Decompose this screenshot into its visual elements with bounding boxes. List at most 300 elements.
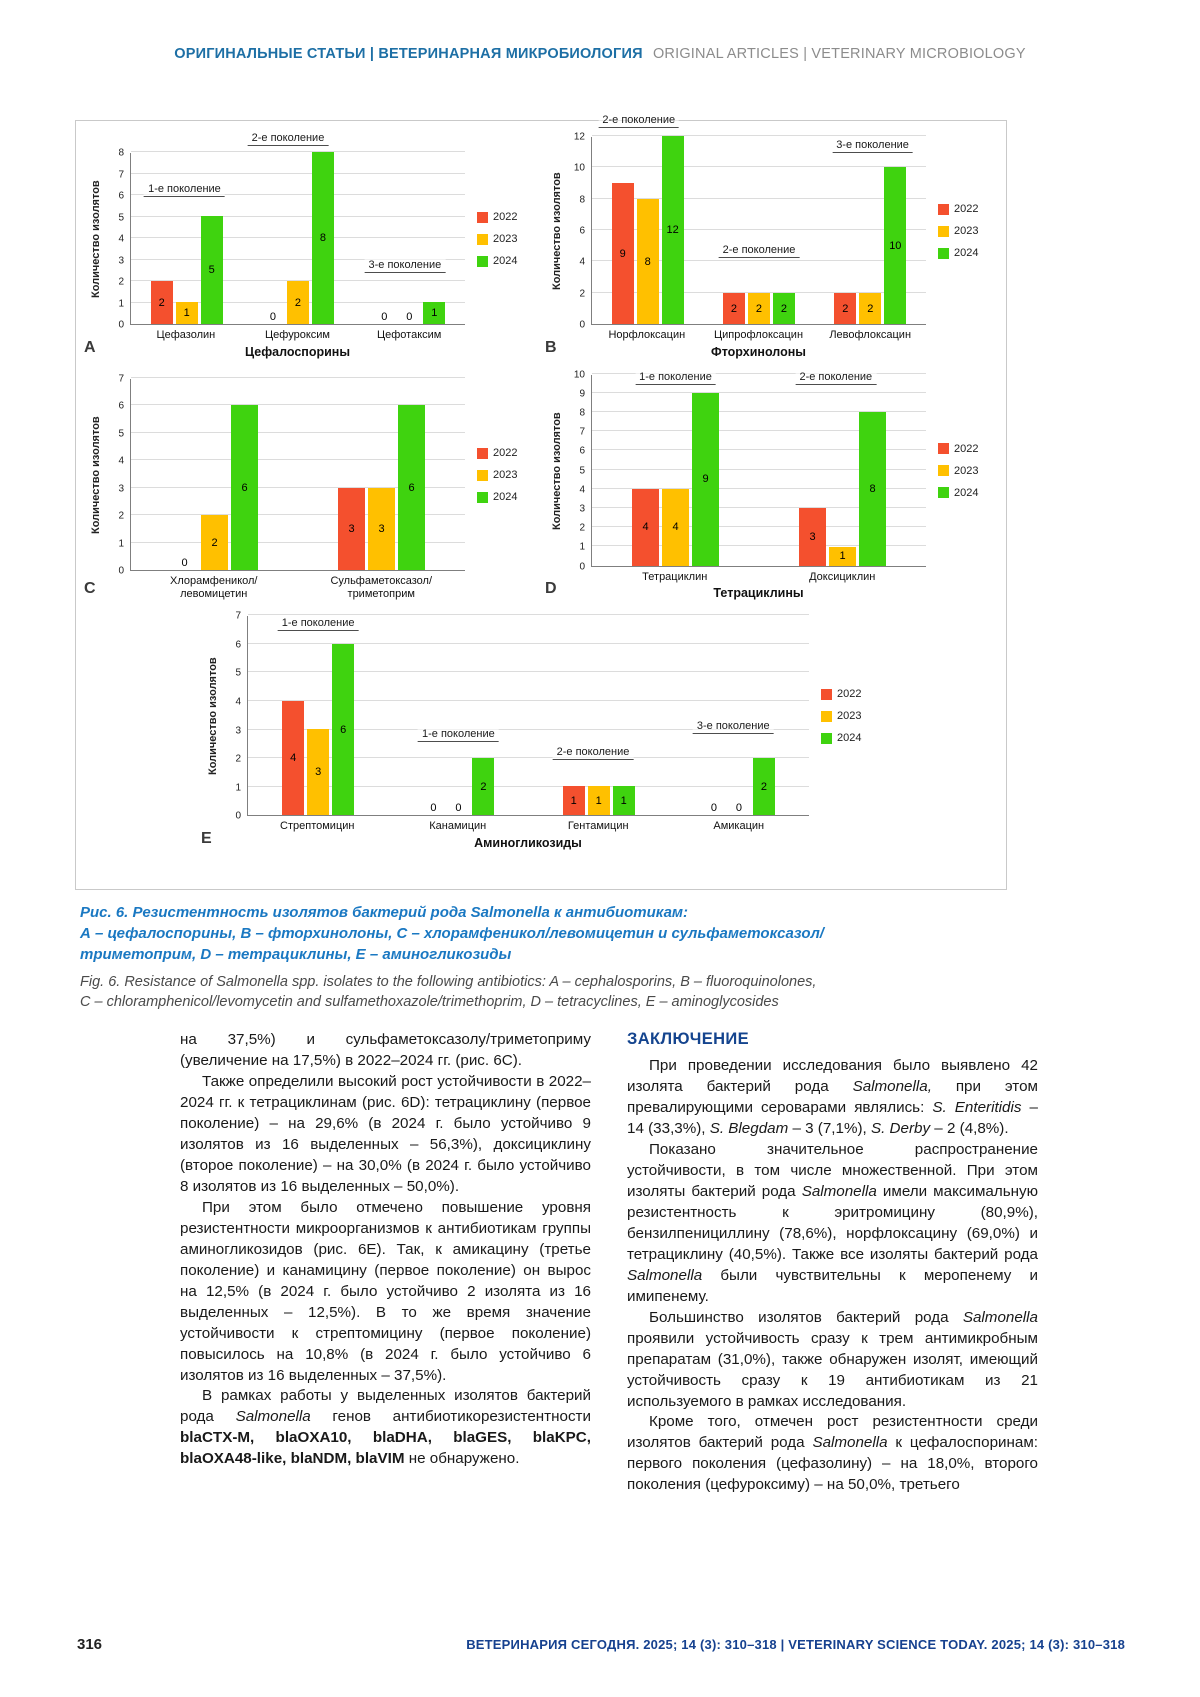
spacer <box>926 586 998 600</box>
bar-group <box>388 616 528 815</box>
generation-annotation: 2-е поколение <box>248 132 329 146</box>
legend-item <box>477 255 537 267</box>
plot <box>247 616 809 816</box>
chart-c-chloramphenicol-sulfamethoxazole <box>84 373 537 600</box>
y-axis-ticks <box>565 369 591 573</box>
spacer <box>926 329 998 342</box>
bar-value-label: 2 <box>480 780 487 793</box>
bar-groups <box>131 379 465 570</box>
bar-slot <box>728 616 750 815</box>
charts-grid <box>84 114 998 601</box>
bar-value-label: 2 <box>730 302 738 315</box>
bar-slot <box>282 616 304 815</box>
bar-2024 <box>753 758 775 815</box>
running-head-en: ORIGINAL ARTICLES | VETERINARY MICROBIOLOGY <box>652 46 1026 62</box>
bar-2024 <box>692 393 719 566</box>
bar-2024 <box>662 136 684 324</box>
bar-2022 <box>282 701 304 815</box>
y-tick-label: 8 <box>579 194 585 206</box>
left-column <box>180 1030 591 1496</box>
spacer <box>926 345 998 359</box>
legend-swatch-2024 <box>938 487 949 498</box>
bar-groups <box>131 153 465 324</box>
y-tick-label: 10 <box>573 162 585 174</box>
paragraph: При этом было отмечено повышение уровня резистентности микроорганизмов к антибиотикам группы аминогликозидов (рис. 6E). Так, к амикацину (третье поколение) и канамицину (первое поколение) он вырос на 12,5% (в 2024 г. было устойчиво 2 изолята из 16 выделенных – 12,5%). В то же время значение устойчивости к стрептомицину (первое поколение) повысилось на 10,8% (в 2024 г. было устойчиво 6 изолятов из 16 выделенных – 37,5%). <box>180 1198 591 1384</box>
bar-group <box>131 153 242 324</box>
y-tick-label: 4 <box>579 256 585 268</box>
bar-value-label: 2 <box>842 302 849 315</box>
bar-slot <box>373 153 395 324</box>
plot <box>130 379 465 571</box>
y-axis-label: Количество изолятов <box>90 416 102 534</box>
bar-value-label: 0 <box>455 802 462 815</box>
y-axis-ticks <box>104 373 130 577</box>
category-label: Стрептомицин <box>280 820 355 833</box>
y-tick-label: 0 <box>579 319 585 331</box>
generation-annotation: 2-е поколение <box>598 114 679 128</box>
legend-label: 2022 <box>837 688 862 701</box>
bar-slot <box>447 616 469 815</box>
bar-slot <box>231 379 258 570</box>
right-column <box>627 1030 1038 1496</box>
y-tick-label: 1 <box>118 298 124 309</box>
bar-2023 <box>637 199 659 324</box>
category-row <box>88 575 537 600</box>
bar-slot <box>884 137 906 324</box>
legend-swatch-2023 <box>938 226 949 237</box>
generation-annotation: 2-е поколение <box>795 371 876 385</box>
y-axis-label: Количество изолятов <box>551 172 563 290</box>
y-axis-ticks <box>565 131 591 331</box>
paragraph: В рамках работы у выделенных изолятов бактерий рода Salmonella генов антибиотикорезистентности blaCTX-M, blaOXA10, blaDHA, blaGES, blaKPC, blaOXA48-like, blaNDM, blaVIM не обнаружено. <box>180 1387 591 1468</box>
bar-slot <box>859 375 886 566</box>
y-tick-label: 1 <box>235 782 241 794</box>
bar-slot <box>176 153 198 324</box>
bar-slot <box>398 379 425 570</box>
panel-letter: C <box>84 580 96 598</box>
bar-groups <box>592 137 926 324</box>
paragraph: Кроме того, отмечен рост резистентности среди изолятов бактерий рода Salmonella к цефалоспоринам: первого поколения (цефазолину) – на 18,0%, второго поколения (цефуроксиму) – на 50,0%, третьего <box>627 1413 1038 1494</box>
bar-value-label: 0 <box>735 802 742 815</box>
bar-slot <box>332 616 354 815</box>
bar-value-label: 8 <box>319 232 327 244</box>
category-label: Гентамицин <box>567 820 629 833</box>
bar-2022 <box>338 488 365 570</box>
bar-2024 <box>201 216 223 324</box>
y-tick-label: 1 <box>579 541 585 553</box>
spacer <box>465 575 537 600</box>
bar-group <box>703 137 814 324</box>
bar-slot <box>662 137 684 324</box>
bar-2024 <box>312 152 334 324</box>
y-tick-label: 6 <box>118 400 124 412</box>
legend-swatch-2024 <box>938 248 949 259</box>
bar-2024 <box>859 412 886 566</box>
generation-annotation: 1-е поколение <box>635 371 716 385</box>
legend-label: 2023 <box>954 225 979 237</box>
legend-label: 2022 <box>493 447 518 459</box>
figure-caption-ru: Рис. 6. Резистентность изолятов бактерий рода Salmonella к антибиотикам: А – цефалоспорины, В – фторхинолоны, С – хлорамфеникол/левомицетин и сульфаметоксазол/ триметоприм, D – тетрациклины, Е – аминогликозиды <box>80 904 824 963</box>
bar-value-label: 3 <box>348 523 355 535</box>
y-tick-label: 5 <box>235 667 241 679</box>
y-tick-label: 4 <box>118 233 124 245</box>
bar-slot <box>472 616 494 815</box>
legend-label: 2022 <box>493 211 518 223</box>
legend-item <box>477 491 537 503</box>
category-row <box>205 820 881 833</box>
y-tick-label: 6 <box>235 639 241 651</box>
generation-annotation: 1-е поколение <box>144 183 225 197</box>
bar-2023 <box>829 547 856 566</box>
chart-e-aminoglycosides <box>201 610 881 850</box>
bar-value-label: 1 <box>620 794 627 807</box>
bar-2023 <box>307 729 329 815</box>
category-label: Тетрациклин <box>642 570 708 583</box>
y-tick-label: 8 <box>579 407 585 419</box>
bar-2022 <box>612 183 634 324</box>
x-title-row <box>549 345 998 359</box>
y-tick-label: 0 <box>235 810 241 822</box>
x-axis-title: Аминогликозиды <box>474 835 582 850</box>
bar-value-label: 12 <box>666 224 679 236</box>
bar-value-label: 1 <box>570 794 577 807</box>
y-tick-label: 2 <box>579 288 585 300</box>
gridline <box>131 151 465 152</box>
category-row <box>549 571 998 584</box>
legend-item <box>938 225 998 237</box>
generation-annotation: 3-е поколение <box>365 259 446 273</box>
y-tick-label: 12 <box>573 131 585 143</box>
y-tick-label: 1 <box>118 538 124 550</box>
bar-value-label: 6 <box>241 481 248 494</box>
bar-value-label: 2 <box>780 302 788 315</box>
bar-2024 <box>773 293 795 324</box>
conclusion-paragraphs <box>627 1056 1038 1496</box>
conclusion-heading: ЗАКЛЮЧЕНИЕ <box>627 1030 750 1048</box>
page-number: 316 <box>77 1636 103 1653</box>
bar-value-label: 3 <box>378 523 385 535</box>
category-label: Канамицин <box>429 820 487 833</box>
y-axis-ticks <box>221 610 247 822</box>
y-tick-label: 4 <box>235 696 241 708</box>
legend-label: 2024 <box>954 247 979 259</box>
bar-value-label: 1 <box>839 550 846 563</box>
chart-plot-area <box>88 373 537 577</box>
legend-item <box>477 233 537 245</box>
category-label: Цефуроксим <box>265 329 330 341</box>
chart-plot-area <box>205 610 881 822</box>
generation-annotation: 2-е поколение <box>719 244 800 258</box>
bar-2024 <box>884 167 906 324</box>
bar-slot <box>398 153 420 324</box>
legend-item <box>938 443 998 455</box>
bar-group <box>242 153 353 324</box>
spacer <box>809 820 881 833</box>
legend-item <box>938 247 998 259</box>
bar-2022 <box>563 786 585 815</box>
bar-group <box>248 616 388 815</box>
legend-label: 2022 <box>954 442 979 455</box>
bar-2023 <box>748 293 770 324</box>
plot <box>591 371 926 567</box>
y-tick-label: 0 <box>118 319 124 331</box>
bar-slot <box>422 616 444 815</box>
bar-value-label: 0 <box>381 311 388 323</box>
bar-value-label: 0 <box>181 557 188 569</box>
gridline <box>592 135 926 136</box>
bar-value-label: 2 <box>755 302 763 315</box>
bar-slot <box>703 616 725 815</box>
bar-2023 <box>201 515 228 570</box>
legend-swatch-2024 <box>821 733 832 744</box>
bar-slot <box>201 153 223 324</box>
chart-plot-area <box>549 369 998 573</box>
bar-value-label: 4 <box>672 521 679 534</box>
y-tick-label: 7 <box>118 169 124 180</box>
x-axis-title: Цефалоспорины <box>244 344 351 359</box>
bar-slot <box>753 616 775 815</box>
legend-label: 2024 <box>837 732 862 745</box>
journal-reference: ВЕТЕРИНАРИЯ СЕГОДНЯ. 2025; 14 (3): 310–318 | VETERINARY SCIENCE TODAY. 2025; 14 (3): 310–318 <box>466 1637 1125 1652</box>
bar-slot <box>151 153 173 324</box>
bar-slot <box>692 375 719 566</box>
figure-6 <box>75 114 1007 890</box>
bar-group <box>298 379 465 570</box>
legend-swatch-2022 <box>938 443 949 454</box>
y-axis-label: Количество изолятов <box>90 180 102 298</box>
gridline <box>131 377 465 378</box>
bar-value-label: 10 <box>889 239 902 252</box>
figure-caption-en: Fig. 6. Resistance of Salmonella spp. isolates to the following antibiotics: A – cephalosporins, B – fluoroquinolones, C – chloramphenicol/levomycetin and sulfamethoxazole/trimethoprim, D – tetracyclines, E – aminoglycosides <box>80 974 817 1011</box>
bar-slot <box>423 153 445 324</box>
legend-swatch-2022 <box>821 689 832 700</box>
bar-2023 <box>588 786 610 815</box>
bar-2023 <box>176 302 198 324</box>
bar-value-label: 3 <box>315 766 322 779</box>
y-tick-label: 0 <box>579 561 585 573</box>
bar-value-label: 2 <box>294 296 302 309</box>
generation-annotation: 2-е поколение <box>553 746 634 760</box>
bar-slot <box>588 616 610 815</box>
spacer <box>809 836 881 850</box>
legend-swatch-2023 <box>477 470 488 481</box>
bar-slot <box>723 137 745 324</box>
bar-slot <box>338 379 365 570</box>
bar-value-label: 4 <box>290 752 297 765</box>
y-axis-label: Количество изолятов <box>551 411 563 530</box>
bar-value-label: 6 <box>340 723 347 736</box>
paragraph: При проведении исследования было выявлено 42 изолята бактерий рода Salmonella, при этом превалирующими сероварами являлись: S. Enteritidis – 14 (33,3%), S. Blegdam – 3 (7,1%), S. Derby – 2 (4,8%). <box>627 1057 1038 1137</box>
category-label: Хлорамфеникол/ левомицетин <box>170 575 258 600</box>
y-tick-label: 3 <box>118 255 124 266</box>
y-tick-label: 0 <box>118 565 124 577</box>
legend-item <box>821 688 881 700</box>
plot <box>130 131 465 325</box>
bar-value-label: 0 <box>406 311 413 323</box>
bar-slot <box>859 137 881 324</box>
legend-swatch-2022 <box>938 204 949 215</box>
y-tick-label: 6 <box>118 190 124 202</box>
bar-2022 <box>834 293 856 324</box>
bar-2022 <box>723 293 745 324</box>
bar-group <box>759 375 926 566</box>
paragraph: Показано значительное распространение устойчивости, в том числе множественной. При этом изоляты бактерий рода Salmonella имели максимальную резистентность к эритромицину (80,9%), бензилпенициллину (78,6%), норфлоксацину (69,0%) и тетрациклину (40,5%). Также все изоляты бактерий рода Salmonella были чувствительны к меропенему и имипенему. <box>627 1140 1038 1305</box>
legend-item <box>938 203 998 215</box>
legend-swatch-2023 <box>821 711 832 722</box>
bar-slot <box>312 153 334 324</box>
bar-slot <box>612 137 634 324</box>
category-label: Левофлоксацин <box>829 329 912 341</box>
chart-plot-area <box>549 114 998 331</box>
bar-groups <box>592 375 926 566</box>
panel-letter: A <box>84 338 96 356</box>
category-label: Цефазолин <box>156 329 216 341</box>
paragraph: Большинство изолятов бактерий рода Salmonella проявили устойчивость сразу к трем антимикробным препаратам (31,0%), также обнаружен изолят, имеющий устойчивость сразу к 19 антибиотикам из 21 используемого в рамках исследования. <box>627 1308 1038 1410</box>
paragraph: на 37,5%) и сульфаметоксазолу/триметоприму (увеличение на 17,5%) в 2022–2024 гг. (рис. 6C). <box>180 1031 591 1069</box>
category-label: Сульфаметоксазол/ триметоприм <box>330 575 433 600</box>
chart-b-fluoroquinolones <box>545 114 998 359</box>
y-tick-label: 4 <box>118 455 124 467</box>
legend-swatch-2022 <box>477 212 488 223</box>
legend-label: 2022 <box>954 203 979 215</box>
page-footer <box>77 1636 1125 1653</box>
y-tick-label: 3 <box>579 503 585 515</box>
y-tick-label: 6 <box>579 445 585 457</box>
bar-2024 <box>472 758 494 815</box>
y-tick-label: 7 <box>118 373 124 385</box>
category-labels <box>591 329 926 342</box>
bar-2022 <box>151 281 173 324</box>
bar-slot <box>773 137 795 324</box>
bar-2024 <box>423 302 445 324</box>
chart-legend <box>926 375 998 567</box>
x-title-row <box>549 586 998 600</box>
bar-value-label: 3 <box>809 530 816 543</box>
category-label: Цефотаксим <box>377 329 442 341</box>
legend-item <box>477 469 537 481</box>
bar-slot <box>262 153 284 324</box>
article-body <box>180 1030 1038 1496</box>
bar-value-label: 1 <box>595 794 602 807</box>
gridline <box>248 614 809 615</box>
y-tick-label: 3 <box>118 483 124 495</box>
category-label: Норфлоксацин <box>608 329 686 341</box>
chart-plot-area <box>88 131 537 331</box>
y-tick-label: 4 <box>579 484 585 496</box>
bar-slot <box>171 379 198 570</box>
bar-2024 <box>332 644 354 815</box>
bar-value-label: 1 <box>431 307 438 319</box>
category-row <box>549 329 998 342</box>
bar-value-label: 0 <box>710 802 717 815</box>
category-labels <box>130 329 465 342</box>
legend-item <box>821 732 881 744</box>
category-labels <box>130 575 465 600</box>
y-tick-label: 7 <box>579 426 585 438</box>
bar-value-label: 2 <box>158 296 165 309</box>
bar-2022 <box>799 508 826 566</box>
legend-item <box>821 710 881 722</box>
bar-2024 <box>613 786 635 815</box>
y-tick-label: 10 <box>573 369 585 381</box>
y-tick-label: 5 <box>579 465 585 477</box>
bar-slot <box>613 616 635 815</box>
bar-2022 <box>632 489 659 566</box>
bar-slot <box>307 616 329 815</box>
bar-groups <box>248 616 809 815</box>
spacer <box>465 345 537 359</box>
x-title-row <box>205 836 881 850</box>
y-tick-label: 9 <box>579 388 585 400</box>
running-head-ru: ОРИГИНАЛЬНЫЕ СТАТЬИ | ВЕТЕРИНАРНАЯ МИКРОБИОЛОГИЯ <box>174 46 643 62</box>
bar-slot <box>748 137 770 324</box>
y-tick-label: 3 <box>235 725 241 737</box>
y-tick-label: 8 <box>118 147 124 159</box>
chart-a-cephalosporins <box>84 131 537 359</box>
plot <box>591 114 926 325</box>
bar-slot <box>637 137 659 324</box>
x-axis-title: Фторхинолоны <box>711 344 806 359</box>
bar-2023 <box>287 281 309 324</box>
chart-legend <box>465 153 537 325</box>
legend-item <box>477 211 537 223</box>
chart-legend <box>809 616 881 816</box>
bar-value-label: 2 <box>760 780 767 793</box>
legend-swatch-2023 <box>938 465 949 476</box>
bar-value-label: 8 <box>869 482 876 495</box>
chart-d-tetracyclines <box>545 369 998 601</box>
x-title-row <box>88 345 537 359</box>
bar-value-label: 6 <box>408 481 415 494</box>
bar-slot <box>368 379 395 570</box>
y-tick-label: 6 <box>579 225 585 237</box>
category-label: Ципрофлоксацин <box>714 329 804 341</box>
bar-slot <box>201 379 228 570</box>
bar-2023 <box>662 489 689 566</box>
generation-annotation: 1-е поколение <box>418 728 499 742</box>
bar-value-label: 0 <box>269 311 277 323</box>
legend-swatch-2023 <box>477 234 488 245</box>
bar-slot <box>632 375 659 566</box>
spacer <box>465 329 537 342</box>
category-row <box>88 329 537 342</box>
y-tick-label: 2 <box>118 510 124 522</box>
legend-label: 2024 <box>954 486 979 499</box>
bar-value-label: 5 <box>208 264 215 276</box>
legend-label: 2024 <box>493 255 518 267</box>
category-labels <box>247 820 809 833</box>
bar-slot <box>563 616 585 815</box>
chart-e-row <box>84 610 998 850</box>
spacer <box>926 571 998 584</box>
bar-value-label: 9 <box>702 473 709 486</box>
bar-2024 <box>231 405 258 570</box>
category-label: Амикацин <box>713 820 765 833</box>
bar-slot <box>834 137 856 324</box>
paragraph: Также определили высокий рост устойчивости в 2022–2024 гг. к тетрациклинам (рис. 6D): тетрациклину (первое поколение) – на 29,6% (в 2024 г. было устойчиво 9 изолятов из 16 выделенных – 56,3%), доксициклину (второе поколение) – на 30,0% (в 2024 г. было устойчиво 8 изолятов из 16 выделенных – 50,0%). <box>180 1072 591 1195</box>
x-axis-title: Тетрациклины <box>713 586 804 601</box>
generation-annotation: 1-е поколение <box>278 617 359 631</box>
legend-swatch-2024 <box>477 256 488 267</box>
legend-label: 2023 <box>954 464 979 477</box>
legend-item <box>477 447 537 459</box>
legend-label: 2023 <box>837 710 862 723</box>
bar-slot <box>799 375 826 566</box>
bar-slot <box>287 153 309 324</box>
legend-label: 2023 <box>493 469 518 481</box>
bar-group <box>669 616 809 815</box>
legend-label: 2024 <box>493 491 518 503</box>
